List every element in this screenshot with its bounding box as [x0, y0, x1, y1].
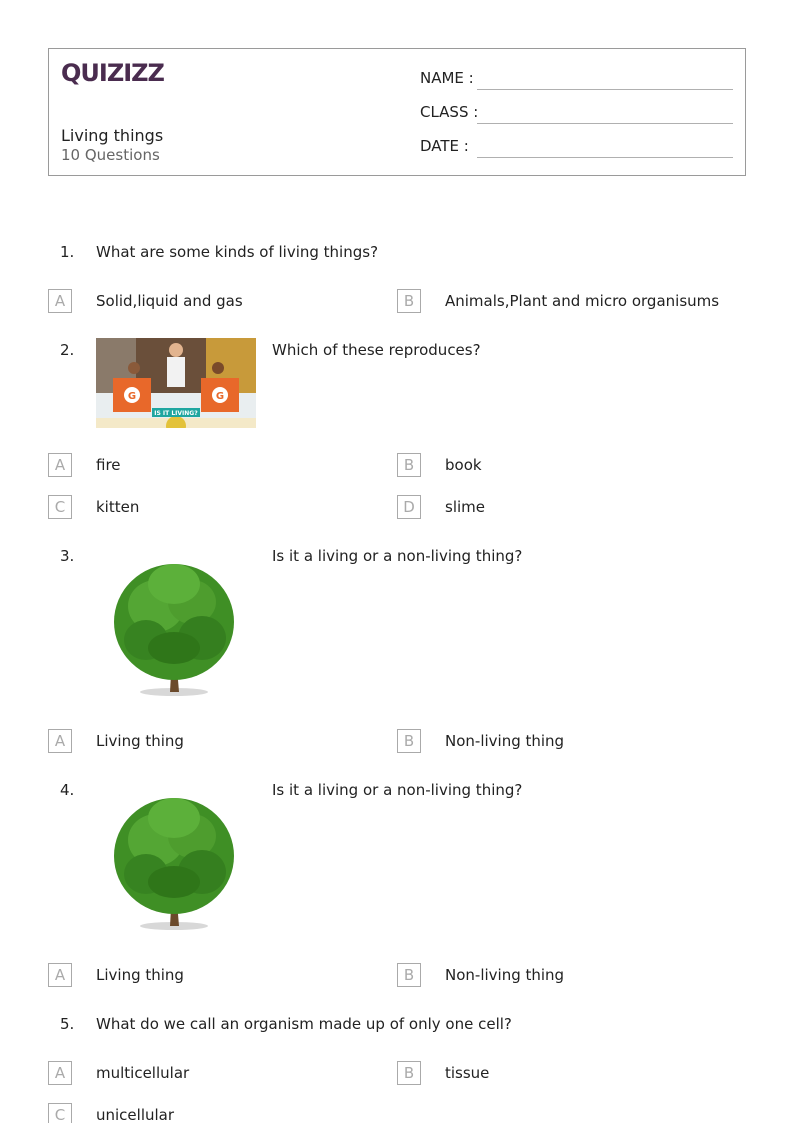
- option-letter: A: [48, 453, 72, 477]
- option-text: Solid,liquid and gas: [96, 292, 243, 310]
- class-label: CLASS :: [420, 103, 479, 121]
- option-letter: A: [48, 729, 72, 753]
- option-text: fire: [96, 456, 121, 474]
- question-number: 2.: [60, 341, 75, 359]
- option-text: multicellular: [96, 1064, 190, 1082]
- option-text: kitten: [96, 498, 140, 516]
- option-letter: A: [48, 289, 72, 313]
- worksheet-header: [48, 48, 746, 176]
- option-letter: C: [48, 495, 72, 519]
- option-letter: B: [397, 289, 421, 313]
- option-text: Animals,Plant and micro organisums: [445, 292, 720, 310]
- option-text: Living thing: [96, 966, 184, 984]
- question-text: Which of these reproduces?: [272, 341, 481, 359]
- question-number: 4.: [60, 781, 75, 799]
- option-letter: B: [397, 729, 421, 753]
- option-text: tissue: [445, 1064, 490, 1082]
- class-line: [477, 123, 733, 124]
- name-line: [477, 89, 733, 90]
- question-text: Is it a living or a non-living thing?: [272, 547, 523, 565]
- tree-image: [96, 778, 256, 938]
- option-letter: A: [48, 1061, 72, 1085]
- option-text: Living thing: [96, 732, 184, 750]
- date-line: [477, 157, 733, 158]
- question-text: Is it a living or a non-living thing?: [272, 781, 523, 799]
- question-number: 3.: [60, 547, 75, 565]
- tree-image: [96, 544, 256, 704]
- option-letter: C: [48, 1103, 72, 1123]
- option-letter: A: [48, 963, 72, 987]
- question-text: What are some kinds of living things?: [96, 243, 379, 261]
- question-count: 10 Questions: [61, 146, 160, 164]
- option-letter: B: [397, 1061, 421, 1085]
- option-letter: B: [397, 453, 421, 477]
- svg-text:G: G: [215, 391, 225, 402]
- option-letter: D: [397, 495, 421, 519]
- option-text: slime: [445, 498, 485, 516]
- question-text: What do we call an organism made up of only one cell?: [96, 1015, 512, 1033]
- date-label: DATE :: [420, 137, 469, 155]
- option-text: book: [445, 456, 482, 474]
- question-number: 1.: [60, 243, 75, 261]
- option-letter: B: [397, 963, 421, 987]
- tv-show-image: [96, 338, 256, 428]
- name-label: NAME :: [420, 69, 474, 87]
- svg-text:G: G: [127, 391, 137, 402]
- option-text: unicellular: [96, 1106, 175, 1123]
- question-number: 5.: [60, 1015, 75, 1033]
- tv-caption: IS IT LIVING?: [154, 410, 198, 417]
- worksheet-title: Living things: [61, 126, 164, 145]
- option-text: Non-living thing: [445, 966, 565, 984]
- option-text: Non-living thing: [445, 732, 565, 750]
- quizizz-logo: QUIZIZZ: [61, 59, 164, 87]
